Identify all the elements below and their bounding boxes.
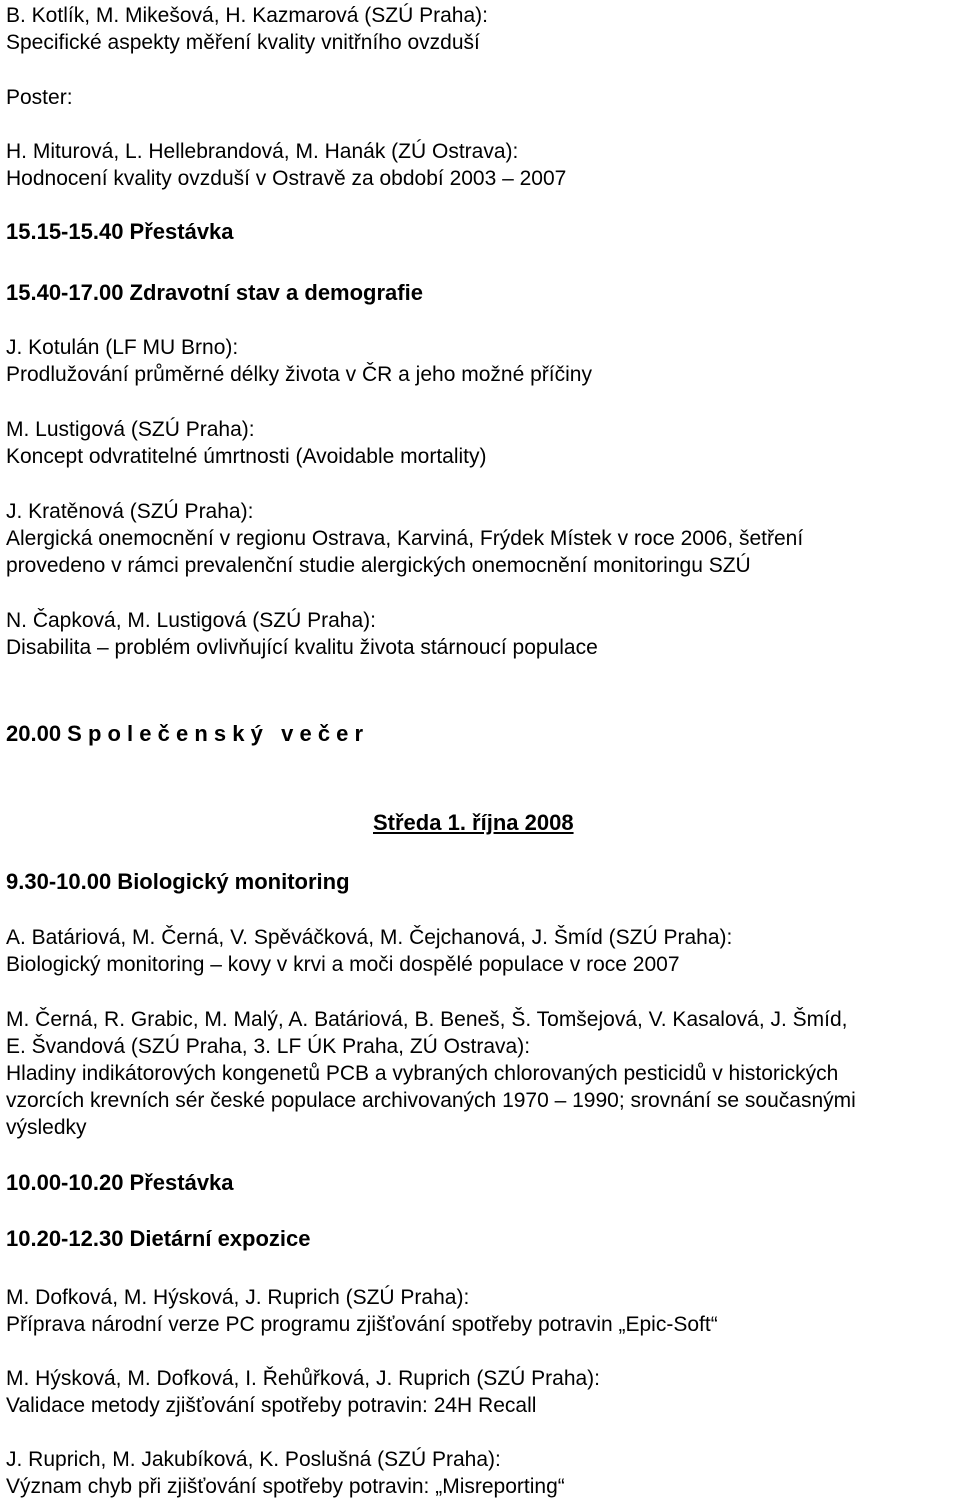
item-authors: H. Miturová, L. Hellebrandová, M. Hanák (ZÚ Ostrava): [6, 140, 519, 163]
item-title: Význam chyb při zjišťování spotřeby potravin: „Misreporting“ [6, 1475, 565, 1498]
item-title: Validace metody zjišťování spotřeby potravin: 24H Recall [6, 1394, 537, 1417]
item-authors: B. Kotlík, M. Mikešová, H. Kazmarová (SZÚ Praha): [6, 4, 488, 27]
item-title: provedeno v rámci prevalenční studie alergických onemocnění monitoringu SZÚ [6, 554, 751, 577]
item-authors: J. Ruprich, M. Jakubíková, K. Poslušná (SZÚ Praha): [6, 1448, 501, 1471]
item-title: výsledky [6, 1116, 87, 1139]
session-heading: 15.15-15.40 Přestávka [6, 219, 234, 244]
item-authors: E. Švandová (SZÚ Praha, 3. LF ÚK Praha, ZÚ Ostrava): [6, 1035, 531, 1058]
session-heading: 15.40-17.00 Zdravotní stav a demografie [6, 280, 423, 305]
item-authors: J. Kotulán (LF MU Brno): [6, 336, 239, 359]
item-authors: N. Čapková, M. Lustigová (SZÚ Praha): [6, 609, 376, 632]
session-heading: 9.30-10.00 Biologický monitoring [6, 869, 350, 894]
item-authors: M. Hýsková, M. Dofková, I. Řehůřková, J. Ruprich (SZÚ Praha): [6, 1367, 601, 1390]
item-authors: M. Dofková, M. Hýsková, J. Ruprich (SZÚ Praha): [6, 1286, 470, 1309]
session-heading: 10.20-12.30 Dietární expozice [6, 1226, 311, 1251]
day-date: Středa 1. října 2008 [373, 810, 574, 835]
item-title: vzorcích krevních sér české populace archivovaných 1970 – 1990; srovnání se současnými [6, 1089, 856, 1112]
session-heading: 10.00-10.20 Přestávka [6, 1170, 234, 1195]
item-authors: J. Kratěnová (SZÚ Praha): [6, 500, 254, 523]
item-title: Prodlužování průměrné délky života v ČR a jeho možné příčiny [6, 363, 592, 386]
item-title: Koncept odvratitelné úmrtnosti (Avoidable mortality) [6, 445, 487, 468]
item-title: Hodnocení kvality ovzduší v Ostravě za období 2003 – 2007 [6, 167, 567, 190]
item-title: Hladiny indikátorových kongenetů PCB a vybraných chlorovaných pesticidů v historických [6, 1062, 839, 1085]
item-authors: M. Černá, R. Grabic, M. Malý, A. Batáriová, B. Beneš, Š. Tomšejová, V. Kasalová, J. Šmíd, [6, 1008, 848, 1031]
poster-label: Poster: [6, 86, 73, 109]
item-title: Disabilita – problém ovlivňující kvalitu života stárnoucí populace [6, 636, 598, 659]
evening-heading: 20.00 S p o l e č e n s k ý v e č e r [6, 721, 364, 746]
item-title: Příprava národní verze PC programu zjišťování spotřeby potravin „Epic-Soft“ [6, 1313, 718, 1336]
item-title: Alergická onemocnění v regionu Ostrava, Karviná, Frýdek Místek v roce 2006, šetření [6, 527, 804, 550]
item-authors: M. Lustigová (SZÚ Praha): [6, 418, 255, 441]
item-title: Specifické aspekty měření kvality vnitřního ovzduší [6, 31, 480, 54]
item-title: Biologický monitoring – kovy v krvi a moči dospělé populace v roce 2007 [6, 953, 680, 976]
item-authors: A. Batáriová, M. Černá, V. Spěváčková, M. Čejchanová, J. Šmíd (SZÚ Praha): [6, 926, 733, 949]
